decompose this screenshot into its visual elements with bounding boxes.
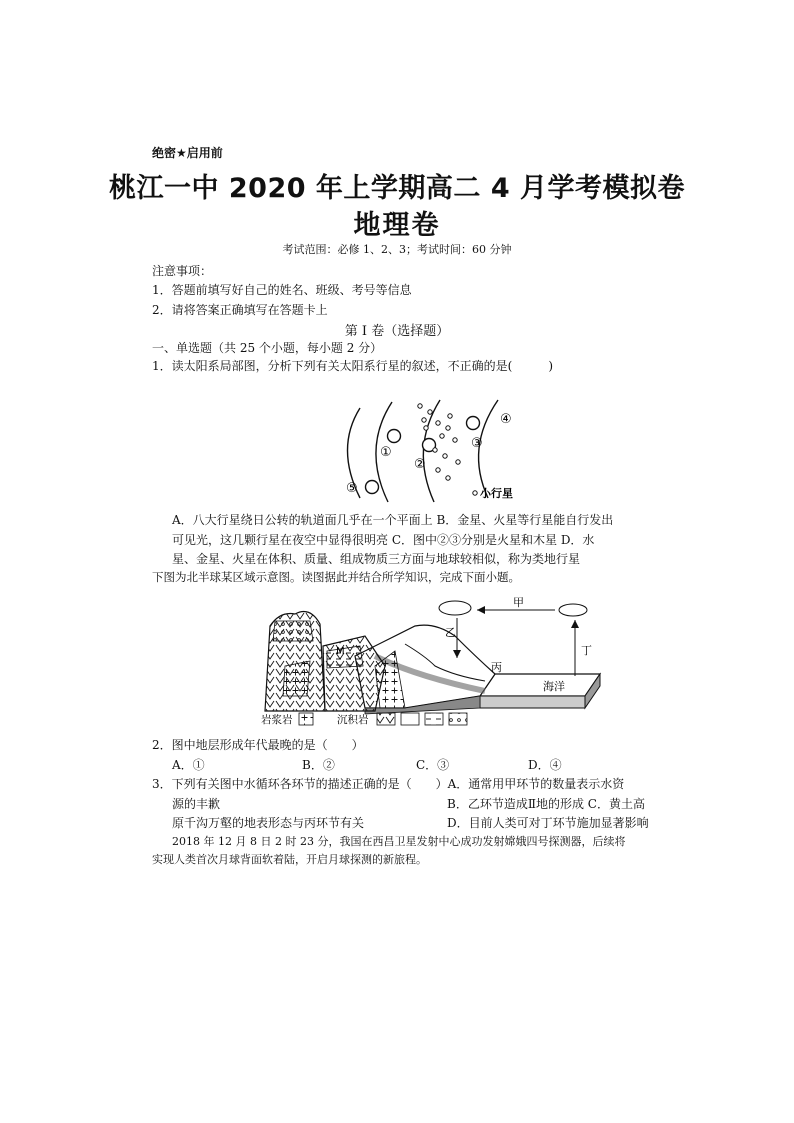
planet-label: ②	[414, 457, 426, 472]
section-title: 第 I 卷（选择题）	[344, 324, 450, 339]
question-2-option: A．①	[172, 758, 205, 772]
solar-system-figure	[330, 398, 530, 506]
notes-title: 注意事项：	[152, 264, 213, 278]
planet-label: ①	[380, 445, 392, 460]
label-yi: 乙	[445, 626, 456, 639]
question-3-text: 源的丰歉	[172, 797, 221, 811]
question-3-stem: 3．下列有关图中水循环各环节的描述正确的是（ ）A．通常用甲环节的数量表示水资	[152, 777, 625, 791]
question-3-text: D．目前人类可对丁环节施加显著影响	[447, 816, 649, 830]
planet-label: ⑤	[346, 481, 358, 496]
label-ding: 丁	[581, 644, 592, 657]
news-text: 2018 年 12 月 8 日 2 时 23 分，我国在西昌卫星发射中心成功发射嫦娥四号探测器，后续将	[172, 835, 626, 848]
question-1-options: 可见光，这几颗行星在夜空中显得很明亮 C．图中②③分别是火星和木星 D．水	[172, 533, 595, 547]
question-2-option: D．④	[528, 758, 562, 772]
secret-label: 绝密★启用前	[152, 146, 223, 160]
legend-sediment: 沉积岩	[337, 714, 369, 726]
question-3-text: 原千沟万壑的地表形态与丙环节有关	[172, 816, 365, 830]
label-m: M	[336, 646, 345, 657]
exam-scope: 考试范围：必修 1、2、3；考试时间：60 分钟	[282, 243, 512, 256]
question-2-stem: 2．图中地层形成年代最晚的是（ ）	[152, 738, 364, 752]
planet-label: ④	[500, 412, 512, 427]
planet	[366, 481, 379, 494]
exam-subject: 地理卷	[353, 210, 441, 241]
news-text: 实现人类首次月球背面软着陆，开启月球探测的新旅程。	[152, 853, 427, 866]
label-bing: 丙	[491, 661, 502, 674]
label-ocean: 海洋	[543, 680, 565, 693]
question-1-options: A．八大行星绕日公转的轨道面几乎在一个平面上 B．金星、火星等行星能自行发出	[172, 513, 614, 527]
note-item: 2．请将答案正确填写在答题卡上	[152, 303, 328, 317]
question-1-options: 星、金星、火星在体积、质量、组成物质三方面与地球较相似，称为类地行星	[172, 552, 581, 566]
section-intro: 一、单选题（共 25 个小题，每小题 2 分）	[152, 341, 383, 355]
note-item: 1．答题前填写好自己的姓名、班级、考号等信息	[152, 283, 412, 297]
question-2-option: B．②	[302, 758, 335, 772]
exam-title: 桃江一中 2020 年上学期高二 4 月学考模拟卷	[108, 173, 686, 204]
planet	[467, 417, 480, 430]
geology-water-cycle-figure	[255, 596, 605, 728]
question-2-intro: 下图为北半球某区域示意图。读图据此并结合所学知识，完成下面小题。	[152, 570, 520, 584]
label-jia: 甲	[513, 596, 524, 609]
question-3-text: B．乙环节造成Ⅱ地的形成 C．黄土高	[447, 797, 645, 811]
question-2-option: C．③	[416, 758, 450, 772]
legend-magma: 岩浆岩	[261, 714, 293, 726]
planet	[388, 430, 401, 443]
question-1-stem: 1．读太阳系局部图，分析下列有关太阳系行星的叙述，不正确的是( )	[152, 359, 554, 373]
planet-label: ③	[471, 436, 483, 451]
asteroid-legend: 小行星	[480, 487, 513, 500]
